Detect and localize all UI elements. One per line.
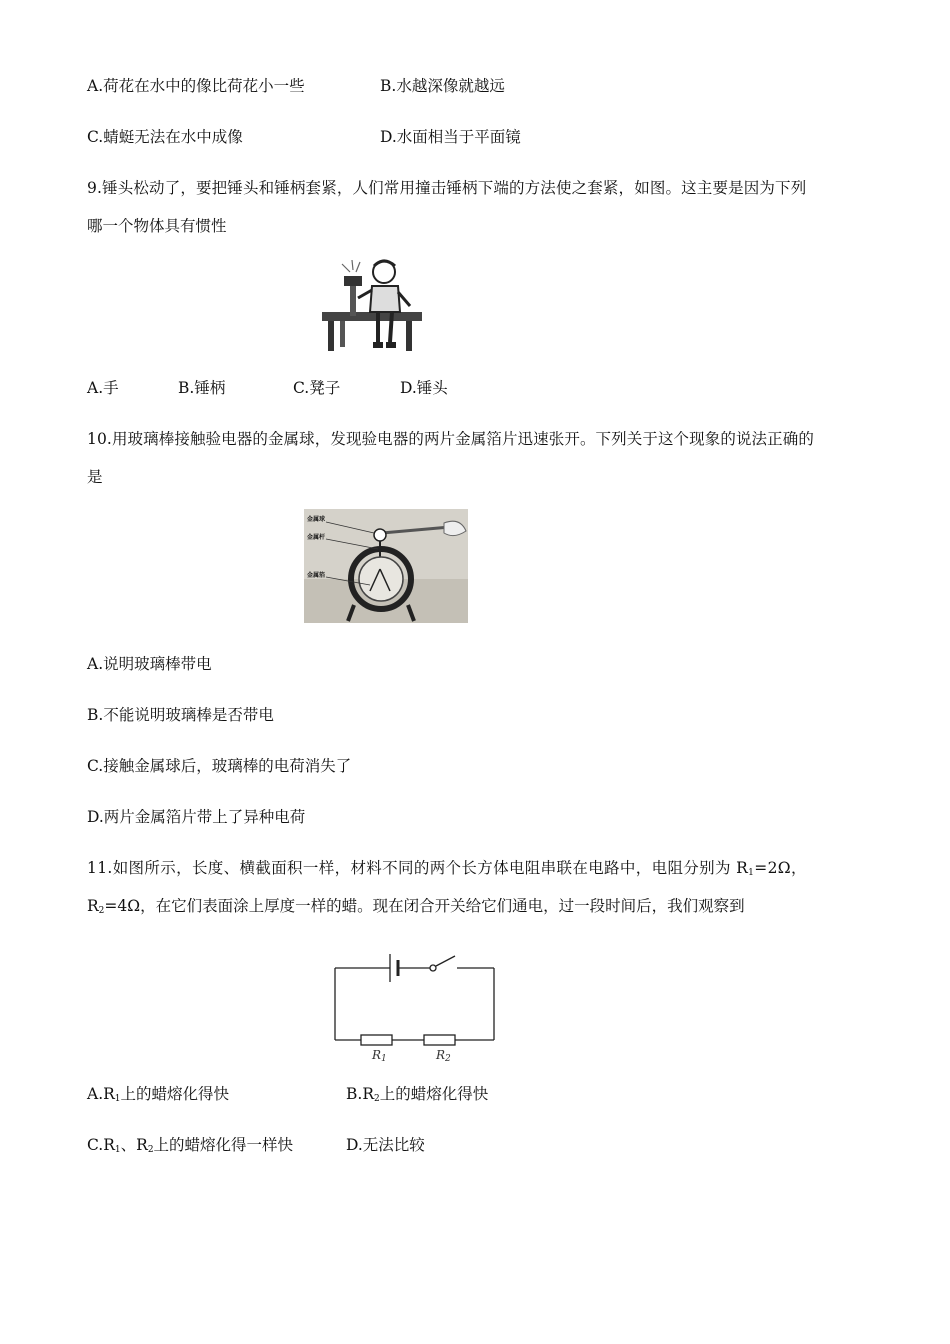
label-metal-foil: 金属箔 — [307, 572, 326, 579]
hammer-bench-figure — [320, 250, 426, 356]
q11-stem-line1: 11.如图所示，长度、横截面积一样，材料不同的两个长方体电阻串联在电路中，电阻分别为 $R_1=2\Omega$， — [87, 859, 807, 878]
q10-option-d: D.两片金属箔片带上了异种电荷 — [87, 808, 306, 826]
electroscope-figure — [304, 509, 468, 623]
label-metal-rod: 金属杆 — [307, 534, 326, 541]
label-metal-ball: 金属球 — [307, 516, 326, 523]
q11-option-b: $B.R_2$上的蜡熔化得快 — [346, 1085, 489, 1104]
q10-option-b: B.不能说明玻璃棒是否带电 — [87, 706, 274, 724]
q9-stem-line1: 9.锤头松动了，要把锤头和锤柄套紧，人们常用撞击锤柄下端的方法使之套紧，如图。这主要是因为下列 — [87, 179, 807, 197]
q10-stem-line1: 10.用玻璃棒接触验电器的金属球，发现验电器的两片金属箔片迅速张开。下列关于这个现象的说法正确的 — [87, 430, 814, 448]
q8-option-c: C.蜻蜓无法在水中成像 — [87, 128, 243, 146]
q9-option-a: A.手 — [87, 379, 119, 397]
q11-option-c: $C.R_1$、$R_2$上的蜡熔化得一样快 — [87, 1136, 294, 1155]
r1-label: $R_1$ — [372, 1048, 387, 1064]
q8-option-a: A.荷花在水中的像比荷花小一些 — [87, 77, 305, 95]
q10-option-c: C.接触金属球后，玻璃棒的电荷消失了 — [87, 757, 352, 775]
r2-label: $R_2$ — [436, 1048, 451, 1064]
q9-option-b: B.锤柄 — [178, 379, 226, 397]
q8-option-d: D.水面相当于平面镜 — [380, 128, 521, 146]
circuit-diagram — [332, 950, 498, 1066]
q10-option-a: A.说明玻璃棒带电 — [87, 655, 212, 673]
q11-option-d: D.无法比较 — [346, 1136, 425, 1154]
q11-stem-line2: $R_2=4\Omega$，在它们表面涂上厚度一样的蜡。现在闭合开关给它们通电，过一段时间后，我们观察到 — [87, 897, 745, 916]
q9-option-d: D.锤头 — [400, 379, 448, 397]
q10-stem-line2: 是 — [87, 468, 103, 486]
q9-option-c: C.凳子 — [293, 379, 341, 397]
q8-option-b: B.水越深像就越远 — [380, 77, 505, 95]
q11-option-a: $A.R_1$上的蜡熔化得快 — [87, 1085, 230, 1104]
q9-stem-line2: 哪一个物体具有惯性 — [87, 217, 227, 235]
